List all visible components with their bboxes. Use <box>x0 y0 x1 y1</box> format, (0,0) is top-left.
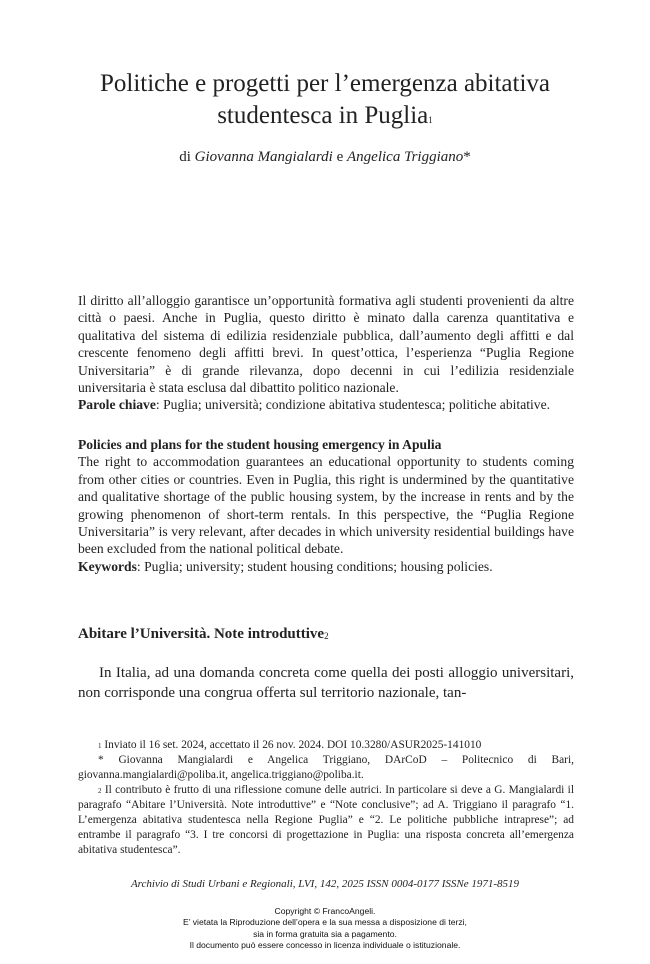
section-footnote-marker: 2 <box>324 631 329 641</box>
copyright-line-1: Copyright © FrancoAngeli. <box>274 906 376 916</box>
footnotes <box>78 738 574 858</box>
abstract-english-heading: Policies and plans for the student housing emergency in Apulia <box>78 437 442 452</box>
journal-citation: Archivio di Studi Urbani e Regionali, LVI, 142, 2025 ISSN 0004-0177 ISSNe 1971-8519 <box>130 878 520 890</box>
keywords-italian-label: Parole chiave <box>78 397 156 413</box>
keywords-italian-list: : Puglia; università; condizione abitativa studentesca; politiche abitative. <box>155 397 551 413</box>
footnote-1-marker: 1 <box>98 742 102 750</box>
author-1: Giovanna Mangialardi <box>194 149 333 165</box>
footnote-2 <box>78 783 574 858</box>
author-2: Angelica Triggiano <box>347 149 464 165</box>
title-line-2 <box>0 100 650 132</box>
title-line-2-text: studentesca in Puglia <box>217 102 429 129</box>
title-footnote-marker: 1 <box>428 115 433 125</box>
abstract-english <box>78 436 574 575</box>
article-title <box>0 68 650 132</box>
abstract-italian-text: Il diritto all’alloggio garantisce un’opportunità formativa agli studenti provenienti da altre città o paesi. Anche in Puglia, questo diritto è minato dalla carenza quantitativa e qualitativa del sistema di edilizia residenziale pubblica, dall’aumento degli affitti e dal crescente fenomeno degli affitti brevi. In quest’ottica, l’esperienza “Puglia Regione Universitaria” è di grande rilevanza, dopo decenni in cui l’edilizia residenziale universitaria è stata esclusa dal dibattito politico nazionale. <box>78 293 574 396</box>
abstract-italian <box>78 292 574 414</box>
abstract-english-text: The right to accommodation guarantees an educational opportunity to students coming from other cities or countries. Even in Puglia, this right is undermined by the quantitative and qualitative shortage of the public housing system, by the increase in rents and by the growing phenomenon of short-term rentals. In this perspective, the “Puglia Regione Universitaria” is very relevant, after decades in which university residential buildings have been excluded from the national political debate. <box>78 454 574 557</box>
byline-prefix: di <box>179 149 195 165</box>
title-line-1: Politiche e progetti per l’emergenza abitativa <box>99 70 551 97</box>
footnote-1-text: Inviato il 16 set. 2024, accettato il 26 nov. 2024. DOI 10.3280/ASUR2025-141010 <box>101 739 482 751</box>
copyright-notice <box>0 906 650 952</box>
keywords-english-list: : Puglia; university; student housing conditions; housing policies. <box>136 558 493 574</box>
footnote-1 <box>78 738 574 753</box>
body-paragraph: In Italia, ad una domanda concreta come quella dei posti alloggio universitari, non corrisponde una congrua offerta sul territorio nazionale, tan- <box>78 665 574 701</box>
byline-conjunction: e <box>332 149 348 165</box>
section-heading-text: Abitare l’Università. Note introduttive <box>78 626 325 642</box>
keywords-italian <box>78 396 574 413</box>
section-heading <box>78 624 329 644</box>
author-byline <box>0 147 650 167</box>
copyright-line-4: Il documento può essere concesso in licenza individuale o istituzionale. <box>189 940 461 951</box>
copyright-line-3: sia in forma gratuita sia a pagamento. <box>253 928 397 939</box>
footnote-authors: * Giovanna Mangialardi e Angelica Triggiano, DArCoD – Politecnico di Bari, giovanna.mangialardi@poliba.it, angelica.triggiano@poliba.it. <box>78 754 574 781</box>
keywords-english <box>78 558 574 575</box>
copyright-line-2: E’ vietata la Riproduzione dell’opera e la sua messa a disposizione di terzi, <box>183 917 467 928</box>
footnote-2-text: Il contributo è frutto di una riflessione comune delle autrici. In particolare si deve a G. Mangialardi il paragrafo “Abitare l’Università. Note introduttive” e “Note conclusive”; ad A. Triggiano il paragrafo “1. L’emergenza abitativa studentesca nella Regione Puglia” e “2. Le politiche pubbliche intraprese”; ad entrambe il paragrafo “3. I tre concorsi di progettazione in Puglia: una risposta concreta all’emergenza abitativa studentesca”. <box>78 784 574 856</box>
footnote-2-marker: 2 <box>98 787 102 795</box>
keywords-english-label: Keywords <box>78 558 137 574</box>
author-note-marker: * <box>463 149 471 165</box>
